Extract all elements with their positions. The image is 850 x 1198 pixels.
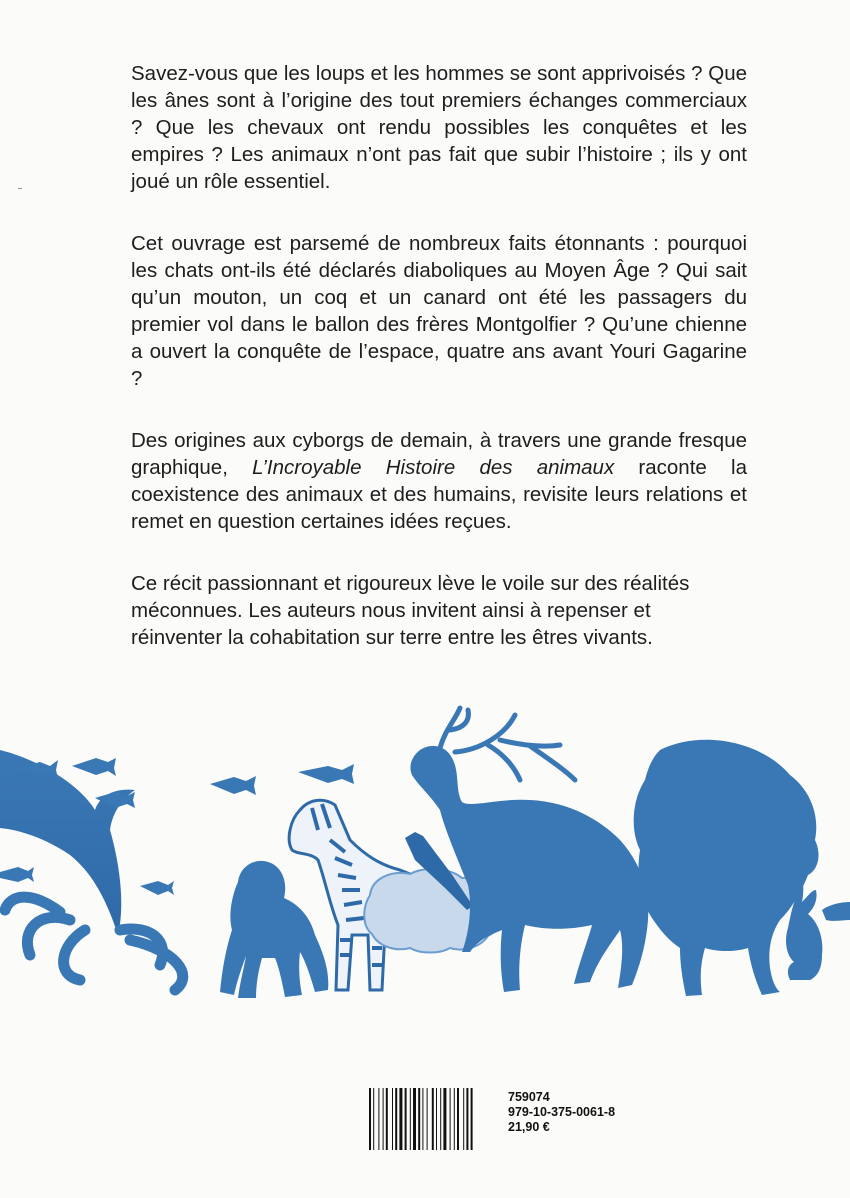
barcode-bar xyxy=(373,1088,374,1150)
barcode-bar xyxy=(432,1088,434,1150)
blurb-paragraph-2: Cet ouvrage est parsemé de nombreux faits étonnants : pourquoi les chats ont-ils été déclarés diaboliques au Moyen Âge ? Qui sait qu’un mouton, un coq et un canard ont été les passagers du premier vol dans le ballon des frères Montgolfier ? Qu’une chienne a ouvert la conquête de l’espace, quatre ans avant Youri Gagarine ? xyxy=(131,232,747,390)
barcode-bar xyxy=(440,1088,441,1150)
barcode-bar xyxy=(395,1088,397,1150)
barcode-bar xyxy=(454,1088,455,1150)
product-codes xyxy=(508,1090,615,1135)
book-title: L’Incroyable Histoire des animaux xyxy=(252,456,615,479)
barcode-bar xyxy=(463,1088,464,1150)
barcode-bar xyxy=(410,1088,411,1150)
barcode-bar xyxy=(422,1088,423,1150)
fish-2 xyxy=(72,758,116,776)
partial-animal-figure xyxy=(822,902,850,921)
barcode-bar xyxy=(450,1088,451,1150)
blurb-paragraph-4: Ce récit passionnant et rigoureux lève le voile sur des réalités méconnues. Les auteurs nous invitent ainsi à repenser et réinventer la cohabitation sur terre entre les êtres vivants. xyxy=(131,572,690,649)
barcode-bar xyxy=(386,1088,388,1150)
barcode-bar xyxy=(443,1088,446,1150)
barcode xyxy=(367,1088,497,1150)
octopus-figure xyxy=(5,897,183,990)
fish-4 xyxy=(210,776,256,795)
barcode-bar xyxy=(471,1088,473,1150)
margin-mark xyxy=(18,188,22,189)
fish-5 xyxy=(298,764,354,784)
price: 21,90 € xyxy=(508,1120,550,1134)
barcode-bar xyxy=(436,1088,437,1150)
blurb-paragraph-3-end: raconte la coexistence des animaux et des humains, revisite leurs relations et remet en question certaines idées reçues. xyxy=(131,456,747,533)
barcode-bar xyxy=(405,1088,407,1150)
barcode-bar xyxy=(457,1088,459,1150)
blurb-paragraph-3-start: Des origines aux cyborgs de demain, à travers une grande fresque graphique, xyxy=(131,429,747,479)
barcode-bar xyxy=(413,1088,416,1150)
back-cover-blurb xyxy=(131,60,747,686)
gorilla-figure xyxy=(220,861,328,998)
whale-figure xyxy=(0,750,135,935)
barcode-bar xyxy=(392,1088,393,1150)
blurb-paragraph-3 xyxy=(131,427,747,535)
barcode-bar xyxy=(418,1088,420,1150)
fish-6 xyxy=(0,867,34,882)
barcode-bar xyxy=(369,1088,371,1150)
fish-7 xyxy=(140,881,174,895)
barcode-bar xyxy=(383,1088,384,1150)
barcode-bar xyxy=(466,1088,468,1150)
blurb-paragraph-1: Savez-vous que les loups et les hommes se sont apprivoisés ? Que les ânes sont à l’origine des tout premiers échanges commerciaux ? Que les chevaux ont rendu possibles les conquêtes et les empires ? Les animaux n’ont pas fait que subir l’histoire ; ils y ont joué un rôle essentiel. xyxy=(131,62,747,193)
barcode-bar xyxy=(399,1088,402,1150)
isbn: 979-10-375-0061-8 xyxy=(508,1105,616,1119)
barcode-bar xyxy=(427,1088,428,1150)
animal-fresco-illustration xyxy=(0,690,850,1020)
product-code: 759074 xyxy=(508,1090,550,1104)
barcode-bar xyxy=(378,1088,379,1150)
